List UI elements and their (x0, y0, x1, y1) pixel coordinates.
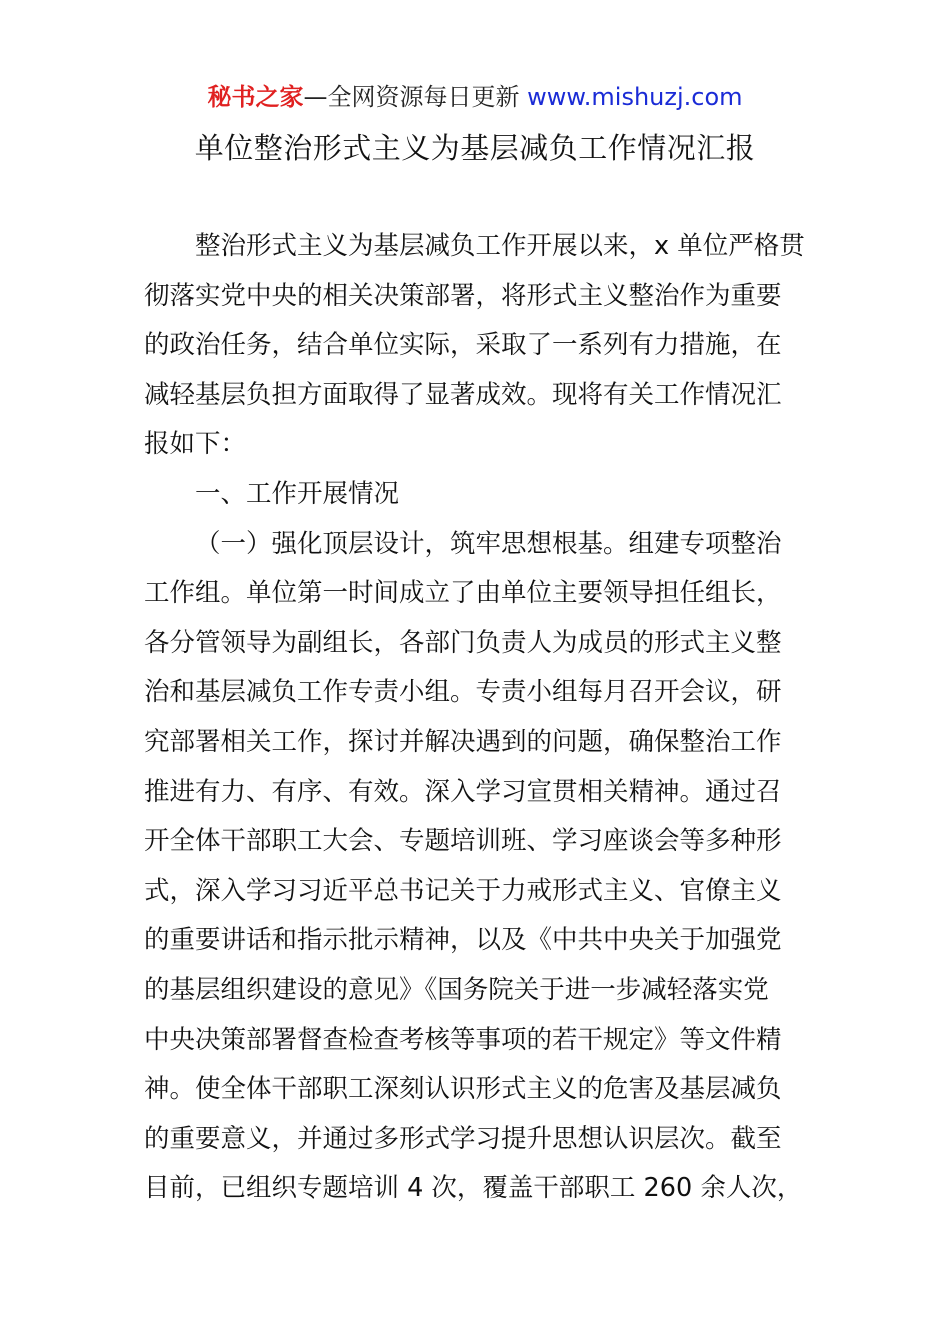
paragraph-line: 神。使全体干部职工深刻认识形式主义的危害及基层减负 (144, 1074, 782, 1105)
paragraph-line: 减轻基层负担方面取得了显著成效。现将有关工作情况汇 (144, 379, 782, 410)
paragraph-line: 工作组。单位第一时间成立了由单位主要领导担任组长， (144, 578, 782, 609)
paragraph-line: 的基层组织建设的意见》《国务院关于进一步减轻落实党 (144, 974, 769, 1005)
paragraph-line: 的重要意义，并通过多形式学习提升思想认识层次。截至 (144, 1123, 782, 1154)
site-header (0, 80, 950, 114)
paragraph-line: 彻落实党中央的相关决策部署，将形式主义整治作为重要 (144, 280, 782, 311)
paragraph-line: 报如下： (144, 429, 247, 460)
paragraph-line: 目前，已组织专题培训 4 次，覆盖干部职工 260 余人次， (144, 1173, 803, 1204)
paragraph-line: 整治形式主义为基层减负工作开展以来，x 单位严格贯 (195, 231, 805, 261)
site-url-link[interactable]: www.mishuzj.com (527, 83, 743, 111)
paragraph-line: 中央决策部署督查检查考核等事项的若干规定》等文件精 (144, 1024, 782, 1055)
paragraph-line: 各分管领导为副组长，各部门负责人为成员的形式主义整 (144, 627, 782, 658)
paragraph-line: （一）强化顶层设计，筑牢思想根基。组建专项整治 (195, 528, 782, 559)
document-body (144, 222, 806, 1214)
document-title: 单位整治形式主义为基层减负工作情况汇报 (194, 131, 756, 165)
paragraph-line: 治和基层减负工作专责小组。专责小组每月召开会议，研 (144, 677, 782, 708)
section-heading: 一、工作开展情况 (195, 478, 400, 509)
paragraph-line: 的重要讲话和指示批示精神，以及《中共中央关于加强党 (144, 925, 782, 956)
paragraph-line: 式，深入学习习近平总书记关于力戒形式主义、官僚主义 (144, 875, 782, 906)
paragraph-line: 开全体干部职工大会、专题培训班、学习座谈会等多种形 (144, 826, 782, 857)
paragraph-line: 推进有力、有序、有效。深入学习宣贯相关精神。通过召 (144, 776, 782, 807)
site-tagline: —全网资源每日更新 (303, 83, 520, 111)
site-brand: 秘书之家 (207, 83, 304, 111)
paragraph-line: 究部署相关工作，探讨并解决遇到的问题，确保整治工作 (144, 726, 782, 757)
paragraph-line: 的政治任务，结合单位实际，采取了一系列有力措施，在 (144, 330, 782, 361)
